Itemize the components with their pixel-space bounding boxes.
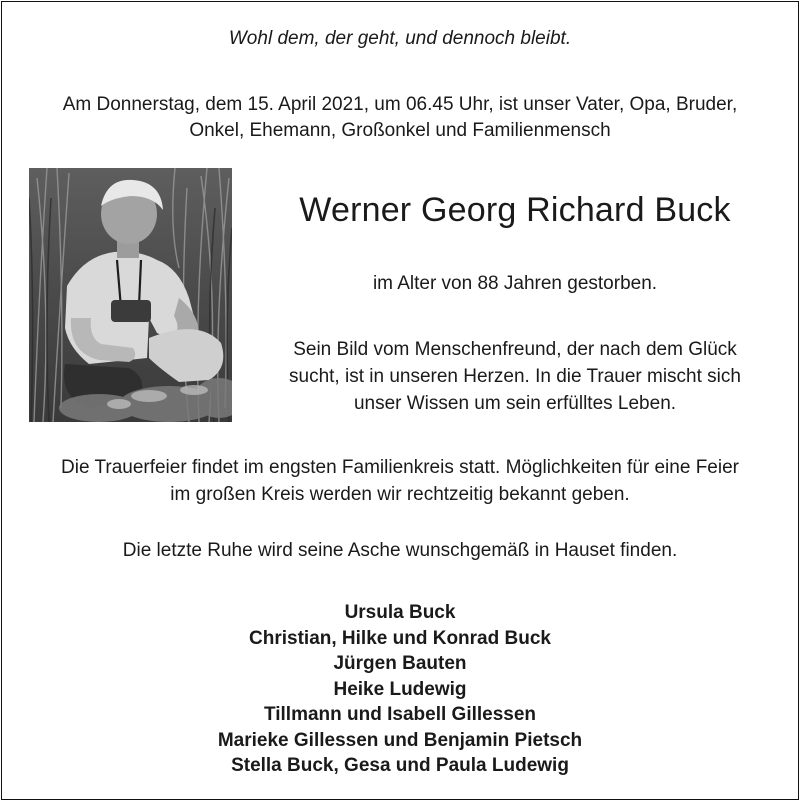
mourner: Heike Ludewig — [333, 678, 467, 700]
ceremony-line-1: Die Trauerfeier findet im engsten Familienkreis statt. Möglichkeiten für eine Feier — [61, 457, 739, 478]
quote-line-3: unser Wissen um sein erfülltes Leben. — [353, 393, 677, 414]
ceremony-line-2: im großen Kreis werden wir rechtzeitig bekannt geben. — [170, 484, 630, 505]
portrait-photo — [29, 168, 232, 422]
intro-line-2: Onkel, Ehemann, Großonkel und Familienmensch — [189, 120, 611, 141]
mourner: Christian, Hilke und Konrad Buck — [249, 627, 551, 649]
mourner: Tillmann und Isabell Gillessen — [263, 704, 537, 725]
intro-text — [20, 92, 780, 144]
quote-line-1: Sein Bild vom Menschenfreund, der nach dem Glück — [293, 339, 737, 360]
mourner: Jürgen Bauten — [333, 653, 467, 674]
motto: Wohl dem, der geht, und dennoch bleibt. — [228, 28, 572, 49]
deceased-name: Werner Georg Richard Buck — [299, 191, 731, 229]
age-text: im Alter von 88 Jahren gestorben. — [372, 273, 658, 294]
ceremony-text — [20, 454, 780, 508]
mourner: Stella Buck, Gesa und Paula Ludewig — [231, 755, 569, 776]
mourner: Ursula Buck — [344, 602, 456, 623]
resting-place-text: Die letzte Ruhe wird seine Asche wunschgemäß in Hauset finden. — [122, 540, 678, 561]
intro-line-1: Am Donnerstag, dem 15. April 2021, um 06.45 Uhr, ist unser Vater, Opa, Bruder, — [62, 94, 738, 115]
memorial-quote — [262, 336, 768, 417]
mourner: Marieke Gillessen und Benjamin Pietsch — [217, 729, 583, 751]
mourners-list — [20, 600, 780, 779]
quote-line-2: sucht, ist in unseren Herzen. In die Trauer mischt sich — [289, 366, 741, 387]
